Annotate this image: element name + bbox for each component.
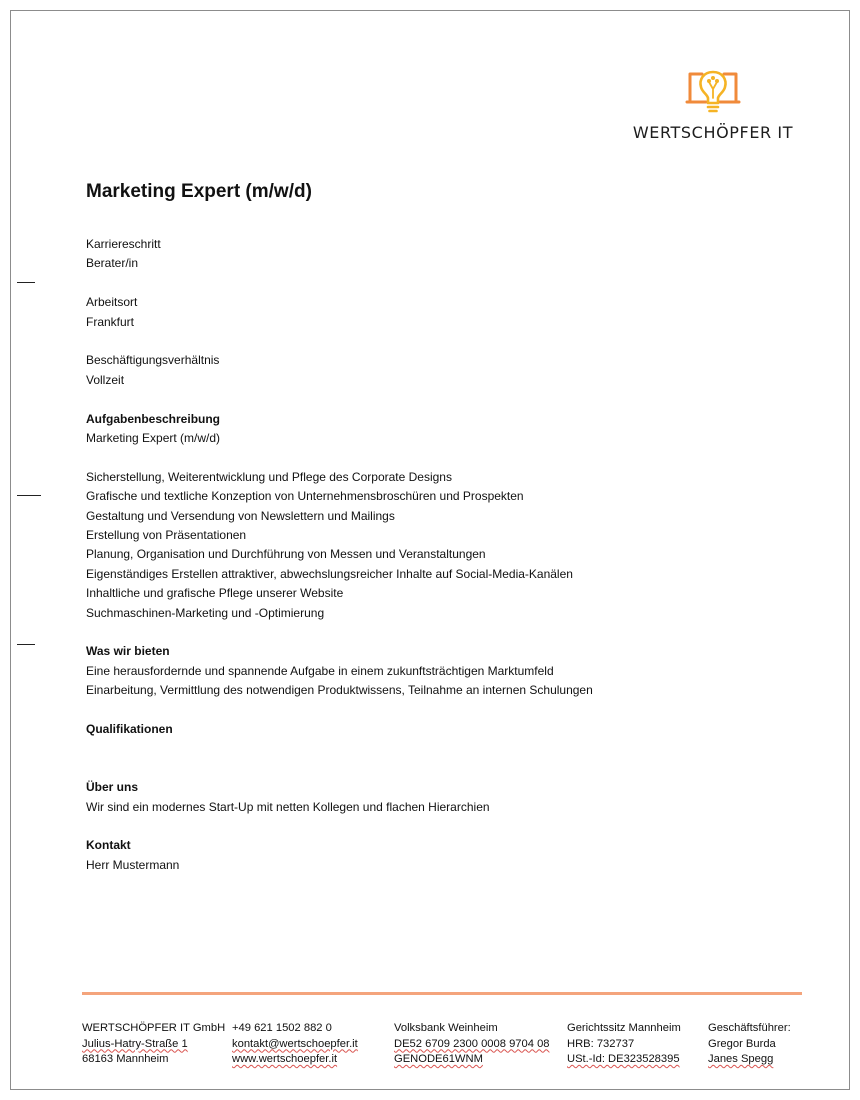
footer-court: Gerichtssitz Mannheim xyxy=(567,1022,681,1034)
task-item: Eigenständiges Erstellen attraktiver, abwechslungsreicher Inhalte auf Social-Media-Kanälen xyxy=(86,566,573,581)
tasks-heading: Aufgabenbeschreibung xyxy=(86,411,221,426)
footer-bank-name: Volksbank Weinheim xyxy=(394,1022,498,1034)
offer-item: Einarbeitung, Vermittlung des notwendigen Produktwissens, Teilnahme an internen Schulungen xyxy=(86,683,593,698)
about-heading: Über uns xyxy=(86,780,139,795)
lightbulb-laptop-icon xyxy=(685,69,741,115)
footer-manager-1: Gregor Burda xyxy=(708,1037,776,1050)
location-value: Frankfurt xyxy=(86,314,135,329)
footer-email-link[interactable]: kontakt@wertschoepfer.it xyxy=(232,1037,358,1050)
footer-company-column xyxy=(82,1021,225,1068)
footer-management-column xyxy=(708,1021,791,1068)
qualifications-heading: Qualifikationen xyxy=(86,722,173,737)
margin-marker xyxy=(17,495,41,496)
logo-text: WERTSCHÖPFER IT xyxy=(632,123,794,142)
footer-management-label: Geschäftsführer: xyxy=(708,1022,791,1034)
task-item: Erstellung von Präsentationen xyxy=(86,528,247,543)
career-step-value: Berater/in xyxy=(86,256,139,271)
footer-contact-column xyxy=(232,1021,358,1068)
job-title: Marketing Expert (m/w/d) xyxy=(86,181,312,202)
footer-bic: GENODE61WNM xyxy=(394,1053,483,1066)
footer-street: Julius-Hatry-Straße 1 xyxy=(82,1037,188,1050)
footer-website-link[interactable]: www.wertschoepfer.it xyxy=(232,1053,338,1066)
margin-marker xyxy=(17,282,35,283)
job-posting-content xyxy=(86,181,786,875)
footer-city: 68163 Mannheim xyxy=(82,1053,169,1066)
footer-bank-column xyxy=(394,1021,550,1068)
employment-label: Beschäftigungsverhältnis xyxy=(86,353,220,368)
margin-marker xyxy=(17,644,35,645)
location-label: Arbeitsort xyxy=(86,295,138,310)
task-item: Sicherstellung, Weiterentwicklung und Pflege des Corporate Designs xyxy=(86,469,452,484)
task-item: Inhaltliche und grafische Pflege unserer Website xyxy=(86,586,344,601)
about-text: Wir sind ein modernes Start-Up mit netten Kollegen und flachen Hierarchien xyxy=(86,799,490,814)
footer-iban: DE52 6709 2300 0008 9704 08 xyxy=(394,1037,550,1050)
document-page xyxy=(10,10,850,1090)
task-item: Gestaltung und Versendung von Newslettern und Mailings xyxy=(86,508,395,523)
footer-divider xyxy=(82,992,802,995)
footer-legal-column xyxy=(567,1021,681,1068)
footer-phone: +49 621 1502 882 0 xyxy=(232,1022,332,1034)
footer-vat-id: USt.-Id: DE323528395 xyxy=(567,1053,680,1066)
footer-company-name: WERTSCHÖPFER IT GmbH xyxy=(82,1022,226,1034)
offer-heading: Was wir bieten xyxy=(86,644,170,659)
tasks-subtitle: Marketing Expert (m/w/d) xyxy=(86,431,221,446)
task-item: Suchmaschinen-Marketing und -Optimierung xyxy=(86,605,325,620)
career-step-label: Karriereschritt xyxy=(86,237,161,251)
contact-person: Herr Mustermann xyxy=(86,857,180,872)
task-item: Grafische und textliche Konzeption von Unternehmensbroschüren und Prospekten xyxy=(86,489,524,504)
company-logo xyxy=(625,69,801,142)
task-item: Planung, Organisation und Durchführung von Messen und Veranstaltungen xyxy=(86,547,486,562)
offer-item: Eine herausfordernde und spannende Aufgabe in einem zukunftsträchtigen Marktumfeld xyxy=(86,663,554,678)
footer-hrb: HRB: 732737 xyxy=(567,1037,635,1050)
footer-manager-2: Janes Spegg xyxy=(708,1053,774,1066)
contact-heading: Kontakt xyxy=(86,838,131,853)
employment-value: Vollzeit xyxy=(86,372,125,387)
